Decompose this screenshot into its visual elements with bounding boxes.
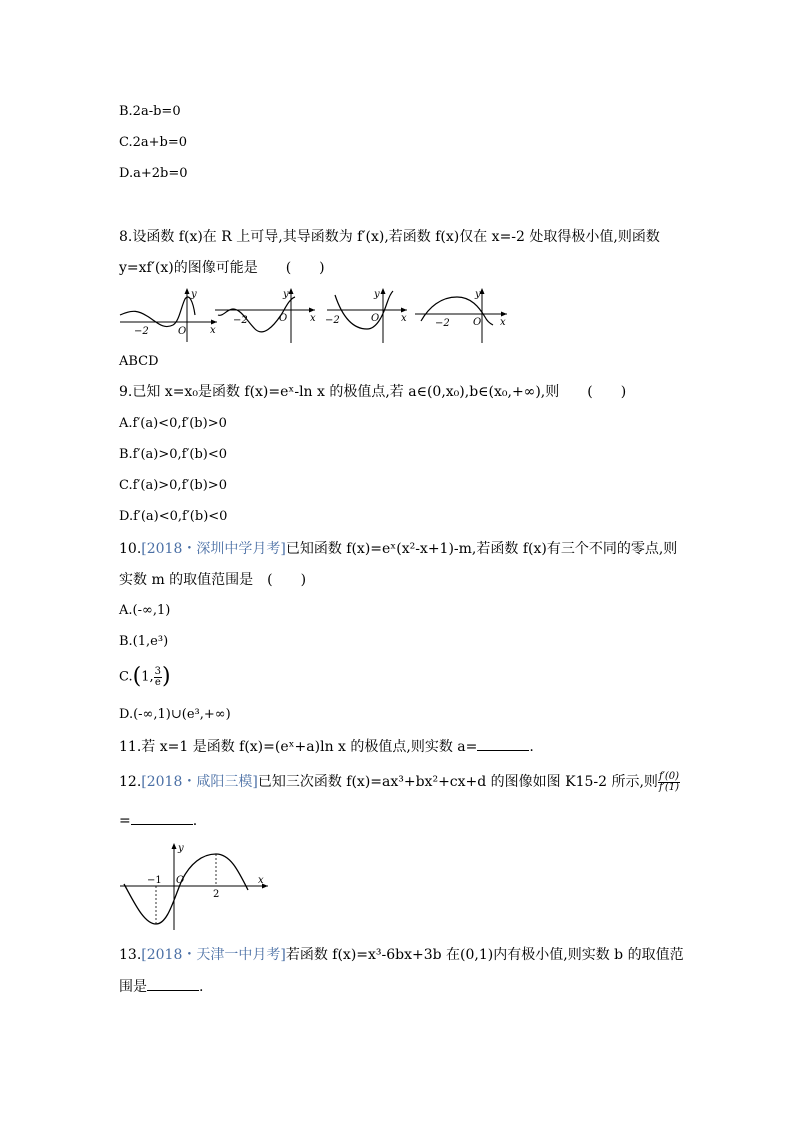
q11 bbox=[119, 738, 534, 755]
q12-end: . bbox=[192, 813, 198, 829]
q12-graph-y-label: y bbox=[178, 843, 184, 854]
graph-b bbox=[215, 288, 316, 343]
graph-b-x-label: x bbox=[310, 313, 316, 324]
q12-stem-line2 bbox=[119, 812, 197, 829]
q10-frac-den: e bbox=[154, 676, 161, 688]
q13-stem-line2 bbox=[119, 978, 203, 995]
q10-option-c-open-paren: ( bbox=[132, 664, 142, 689]
q12-fraction bbox=[658, 772, 680, 793]
q10-stem-line1 bbox=[119, 541, 677, 557]
graph-d-neg2-label: −2 bbox=[435, 318, 450, 329]
graph-b-neg2-label: −2 bbox=[233, 315, 248, 326]
graph-a-origin-label: O bbox=[178, 326, 187, 337]
q10-stem-line2: 实数 m 的取值范围是 ( ) bbox=[119, 572, 307, 588]
q10-number: 10. bbox=[119, 541, 142, 557]
q13-source: [2018・天津一中月考] bbox=[141, 947, 286, 963]
q12-graph-two-label: 2 bbox=[213, 889, 220, 900]
q12-frac-num: f′(0) bbox=[658, 770, 680, 782]
q8-stem-line2: y=xf′(x)的图像可能是 ( ) bbox=[119, 260, 325, 276]
q11-end: . bbox=[529, 739, 534, 755]
q10-option-c-close-paren: ) bbox=[162, 664, 171, 689]
q12-stem-text: 已知三次函数 f(x)=ax³+bx²+cx+d 的图像如图 K15-2 所示,则 bbox=[257, 774, 658, 790]
q10-option-c-label: C. bbox=[119, 669, 133, 685]
option-d: D.a+2b=0 bbox=[119, 166, 188, 181]
q10-option-c bbox=[119, 662, 171, 693]
q10-frac-num: 3 bbox=[154, 665, 161, 677]
q12-source: [2018・咸阳三模] bbox=[141, 774, 258, 790]
graph-c-neg2-label: −2 bbox=[325, 315, 340, 326]
graph-c bbox=[325, 288, 407, 343]
q10-option-d: D.(-∞,1)∪(e³,+∞) bbox=[119, 707, 231, 722]
option-c: C.2a+b=0 bbox=[119, 135, 188, 150]
q12-frac-den: f′(1) bbox=[658, 781, 680, 793]
q12-graph-origin-label: O bbox=[176, 875, 185, 886]
q12-graph-neg1-label: −1 bbox=[147, 875, 162, 886]
graph-d-x-label: x bbox=[500, 317, 506, 328]
q12-number: 12. bbox=[119, 774, 142, 790]
graph-d bbox=[415, 288, 507, 343]
graph-c-x-label: x bbox=[401, 313, 407, 324]
q9-option-b: B.f′(a)>0,f′(b)<0 bbox=[119, 447, 228, 462]
graph-d-origin-label: O bbox=[473, 317, 482, 328]
graph-d-y-label: y bbox=[475, 289, 481, 300]
q13-number: 13. bbox=[119, 947, 142, 963]
q12-stem-line1 bbox=[119, 769, 680, 795]
q10-option-c-fraction bbox=[154, 667, 162, 688]
q11-answer-blank[interactable] bbox=[477, 738, 529, 751]
graph-a bbox=[120, 288, 217, 342]
q10-option-b: B.(1,e³) bbox=[119, 634, 169, 649]
q12-answer-blank[interactable] bbox=[131, 812, 193, 825]
q10-option-c-left: 1, bbox=[141, 669, 154, 685]
graph-b-y-label: y bbox=[283, 289, 289, 300]
q8-stem-line1: 8.设函数 f(x)在 R 上可导,其导函数为 f′(x),若函数 f(x)仅在 x=-2 处取得极小值,则函数 bbox=[119, 229, 660, 245]
graph-a-y-label: y bbox=[191, 289, 197, 300]
q12-graph bbox=[118, 840, 273, 932]
option-b: B.2a-b=0 bbox=[119, 104, 181, 119]
q13-answer-blank[interactable] bbox=[147, 978, 199, 991]
q13-stem-text: 若函数 f(x)=x³-6bx+3b 在(0,1)内有极小值,则实数 b 的取值范 bbox=[285, 947, 684, 963]
q13-stem-line1 bbox=[119, 947, 684, 963]
q10-stem-text: 已知函数 f(x)=eˣ(x²-x+1)-m,若函数 f(x)有三个不同的零点,则 bbox=[285, 541, 678, 557]
q13-stem-text2: 围是 bbox=[119, 979, 147, 995]
q8-graphs bbox=[115, 285, 515, 345]
graph-a-neg2-label: −2 bbox=[134, 326, 149, 337]
graph-a-x-label: x bbox=[210, 325, 216, 336]
graph-c-origin-label: O bbox=[371, 313, 380, 324]
q8-answer-labels: ABCD bbox=[119, 354, 159, 369]
q12-graph-x-label: x bbox=[258, 875, 264, 886]
q9-option-c: C.f′(a)>0,f′(b)>0 bbox=[119, 478, 227, 493]
graph-c-y-label: y bbox=[374, 289, 380, 300]
q10-source: [2018・深圳中学月考] bbox=[141, 541, 286, 557]
q13-end: . bbox=[199, 979, 204, 995]
q9-stem: 9.已知 x=x₀是函数 f(x)=eˣ-ln x 的极值点,若 a∈(0,x₀),b∈(x₀,+∞),则 ( ) bbox=[119, 384, 627, 400]
q10-option-a: A.(-∞,1) bbox=[119, 603, 171, 618]
q9-option-d: D.f′(a)<0,f′(b)<0 bbox=[119, 509, 228, 524]
q11-stem: 11.若 x=1 是函数 f(x)=(eˣ+a)ln x 的极值点,则实数 a= bbox=[119, 739, 478, 755]
q9-option-a: A.f′(a)<0,f′(b)>0 bbox=[119, 416, 227, 431]
q12-equals: = bbox=[119, 813, 131, 829]
graph-b-origin-label: O bbox=[279, 313, 288, 324]
